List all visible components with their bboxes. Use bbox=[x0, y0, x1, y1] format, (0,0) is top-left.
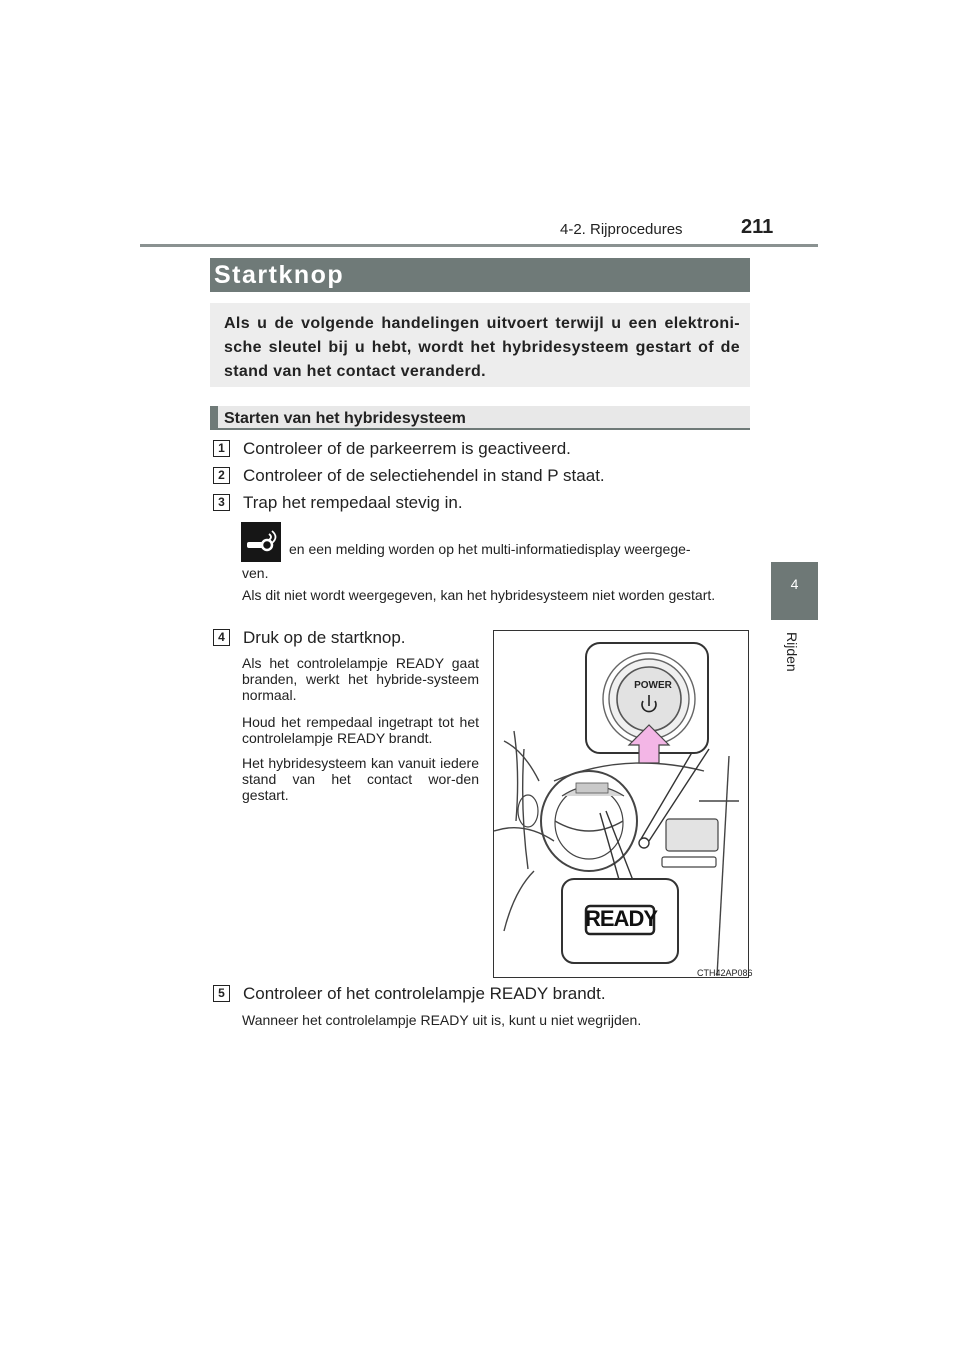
note-text: Houd het rempedaal ingetrapt tot het controlelampje READY brandt. bbox=[242, 714, 479, 746]
step-number: 1 bbox=[213, 440, 230, 457]
step-text: Controleer of de selectiehendel in stand P staat. bbox=[243, 466, 605, 485]
header-rule bbox=[140, 244, 818, 247]
key-indicator-icon bbox=[241, 522, 281, 562]
note-text: Het hybridesysteem kan vanuit iedere stand van het contact wor-den gestart. bbox=[242, 755, 479, 803]
chapter-number: 4 bbox=[790, 576, 799, 592]
intro-text: Als u de volgende handelingen uitvoert terwijl u een elektroni-sche sleutel bij u hebt, wordt het hybridesysteem gestart of de stand van het contact veranderd. bbox=[224, 315, 740, 380]
step-text: Druk op de startknop. bbox=[243, 628, 406, 647]
note-text: Wanneer het controlelampje READY uit is, kunt u niet wegrijden. bbox=[242, 1012, 642, 1028]
step-number: 4 bbox=[213, 629, 230, 646]
note-text: Als het controlelampje READY gaat branden, werkt het hybride-systeem normaal. bbox=[242, 655, 479, 703]
page-number: 211 bbox=[741, 216, 774, 238]
power-label: POWER bbox=[634, 680, 672, 691]
note-text: ven. bbox=[242, 565, 269, 581]
step-text: Controleer of de parkeerrem is geactiveerd. bbox=[243, 439, 571, 458]
section-header: 4-2. Rijprocedures bbox=[560, 221, 683, 238]
step-number: 3 bbox=[213, 494, 230, 511]
subsection-title: Starten van het hybridesysteem bbox=[224, 410, 466, 427]
step-text: Trap het rempedaal stevig in. bbox=[243, 493, 463, 512]
step-text: Controleer of het controlelampje READY brandt. bbox=[243, 984, 606, 1003]
step-number: 5 bbox=[213, 985, 230, 1002]
chapter-label: Rijden bbox=[784, 632, 800, 672]
note-text: Als dit niet wordt weergegeven, kan het hybridesysteem niet worden gestart. bbox=[242, 587, 716, 603]
figure-code: CTH42AP086 bbox=[697, 968, 753, 978]
page-title: Startknop bbox=[214, 261, 345, 289]
step-number: 2 bbox=[213, 467, 230, 484]
ready-label: READY bbox=[585, 906, 658, 931]
note-text: en een melding worden op het multi-informatiedisplay weergege- bbox=[289, 541, 691, 557]
